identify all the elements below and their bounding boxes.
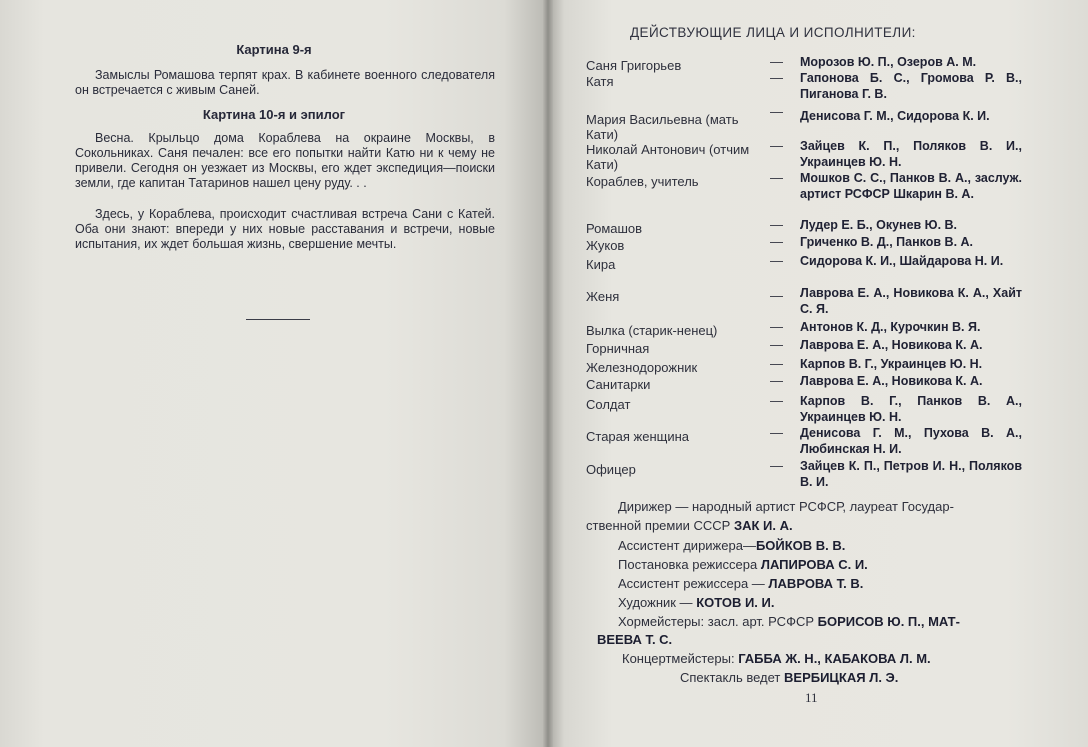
choirmasters-names: БОРИСОВ Ю. П., МАТ- bbox=[817, 614, 960, 629]
scene9-heading: Картина 9-я bbox=[236, 42, 312, 57]
credit-choirmasters: Хормейстеры: засл. арт. РСФСР БОРИСОВ Ю. П., МАТ- bbox=[618, 614, 960, 629]
cast-role: Женя bbox=[586, 289, 620, 304]
conductor-name: ЗАК И. А. bbox=[733, 518, 793, 533]
cast-role: Ромашов bbox=[586, 221, 643, 236]
cast-dash: — bbox=[770, 373, 783, 388]
credit-accompanists: Концертмейстеры: ГАББА Ж. Н., КАБАКОВА Л. М. bbox=[622, 651, 931, 666]
cast-actors: Сидорова К. И., Шайдарова Н. И. bbox=[800, 254, 1004, 268]
cast-role: Кораблев, учитель bbox=[586, 174, 699, 189]
stage-manager-name: ВЕРБИЦКАЯ Л. Э. bbox=[784, 670, 899, 685]
cast-actors: Антонов К. Д., Курочкин В. Я. bbox=[800, 320, 981, 334]
cast-dash: — bbox=[770, 138, 783, 153]
cast-actors: Зайцев К. П., Петров И. Н., Поляков В. И. bbox=[800, 459, 1022, 489]
cast-dash: — bbox=[770, 253, 783, 268]
cast-dash: — bbox=[770, 104, 783, 119]
staging-director-name: ЛАПИРОВА С. И. bbox=[760, 557, 868, 572]
cast-actors: Денисова Г. М., Пухова В. А., Любинская Н. И. bbox=[800, 426, 1022, 456]
cast-actors: Гапонова Б. С., Громова Р. В., Пиганова Г. В. bbox=[800, 71, 1022, 101]
cast-actors: Зайцев К. П., Поляков В. И., Украинцев Ю. Н. bbox=[800, 139, 1022, 169]
scene9-text: Замыслы Ромашова терпят крах. В кабинете военного следователя он встречается с живым Саней. bbox=[75, 68, 495, 97]
cast-dash: — bbox=[770, 458, 783, 473]
cast-actors: Морозов Ю. П., Озеров А. М. bbox=[800, 55, 977, 69]
cast-actors: Лаврова Е. А., Новикова К. А., Хайт С. Я. bbox=[800, 286, 1022, 316]
assistant-conductor-name: БОЙКОВ В. В. bbox=[755, 538, 846, 553]
credit-choirmasters-cont: ВЕЕВА Т. С. bbox=[597, 632, 673, 647]
credit-assistant-director: Ассистент режиссера — ЛАВРОВА Т. В. bbox=[618, 576, 864, 591]
cast-dash: — bbox=[770, 337, 783, 352]
cast-dash: — bbox=[770, 356, 783, 371]
cast-dash: — bbox=[770, 288, 783, 303]
cast-actors: Денисова Г. М., Сидорова К. И. bbox=[800, 109, 990, 123]
scene10-heading: Картина 10-я и эпилог bbox=[202, 107, 346, 122]
cast-dash: — bbox=[770, 393, 783, 408]
credit-staging: Постановка режиссера ЛАПИРОВА С. И. bbox=[618, 557, 868, 572]
cast-role: Кира bbox=[586, 257, 616, 272]
cast-dash: — bbox=[770, 217, 783, 232]
cast-actors: Мошков С. С., Панков В. А., заслуж. артист РСФСР Шкарин В. А. bbox=[800, 171, 1022, 201]
scene10-paragraph-1: Весна. Крыльцо дома Кораблева на окраине Москвы, в Сокольниках. Саня печален: все его попытки найти Катю ни к чему не привели. Сегодня он уезжает из Москвы, его ждет экспедиция—поиски земли, где капитан Татаринов нашел цену руду. . . bbox=[75, 131, 495, 190]
cast-actors: Лудер Е. Б., Окунев Ю. В. bbox=[800, 218, 958, 232]
cast-role: Катя bbox=[586, 74, 614, 89]
cast-dash: — bbox=[770, 425, 783, 440]
cast-role: Солдат bbox=[586, 397, 631, 412]
cast-title: ДЕЙСТВУЮЩИЕ ЛИЦА И ИСПОЛНИТЕЛИ: bbox=[630, 25, 916, 40]
scene10-paragraph-2: Здесь, у Кораблева, происходит счастливая встреча Сани с Катей. Оба они знают: впереди у них новые расставания и встречи, новые испытания, их ждет большая жизнь, свершение мечты. bbox=[75, 207, 495, 251]
cast-dash: — bbox=[770, 234, 783, 249]
assistant-director-name: ЛАВРОВА Т. В. bbox=[768, 576, 864, 591]
cast-role: Жуков bbox=[586, 238, 625, 253]
cast-role: Николай Антонович (отчим Кати) bbox=[586, 142, 750, 172]
section-divider bbox=[246, 319, 310, 320]
cast-role: Саня Григорьев bbox=[586, 58, 682, 73]
credit-conductor-line2: ственной премии СССР ЗАК И. А. bbox=[586, 518, 793, 533]
cast-role: Железнодорожник bbox=[586, 360, 698, 375]
cast-dash: — bbox=[770, 70, 783, 85]
page-number: 11 bbox=[805, 690, 818, 705]
cast-actors: Гриченко В. Д., Панков В. А. bbox=[800, 235, 974, 249]
credit-assistant-conductor: Ассистент дирижера—БОЙКОВ В. В. bbox=[618, 538, 846, 553]
cast-dash: — bbox=[770, 54, 783, 69]
cast-role: Вылка (старик-ненец) bbox=[586, 323, 718, 338]
cast-dash: — bbox=[770, 170, 783, 185]
cast-actors: Карпов В. Г., Украинцев Ю. Н. bbox=[800, 357, 983, 371]
credit-artist: Художник — КОТОВ И. И. bbox=[618, 595, 775, 610]
cast-actors: Лаврова Е. А., Новикова К. А. bbox=[800, 374, 983, 388]
cast-role: Горничная bbox=[586, 341, 650, 356]
artist-name: КОТОВ И. И. bbox=[696, 595, 775, 610]
accompanists-names: ГАББА Ж. Н., КАБАКОВА Л. М. bbox=[738, 651, 931, 666]
cast-role: Мария Васильевна (мать Кати) bbox=[586, 112, 739, 142]
cast-dash: — bbox=[770, 319, 783, 334]
cast-role: Офицер bbox=[586, 462, 636, 477]
cast-actors: Лаврова Е. А., Новикова К. А. bbox=[800, 338, 983, 352]
cast-actors: Карпов В. Г., Панков В. А., Украинцев Ю. Н. bbox=[800, 394, 1022, 424]
credit-conductor-line1: Дирижер — народный артист РСФСР, лауреат Государ- bbox=[618, 499, 954, 514]
cast-role: Санитарки bbox=[586, 377, 651, 392]
cast-role: Старая женщина bbox=[586, 429, 690, 444]
credit-stage-manager: Спектакль ведет ВЕРБИЦКАЯ Л. Э. bbox=[680, 670, 899, 685]
